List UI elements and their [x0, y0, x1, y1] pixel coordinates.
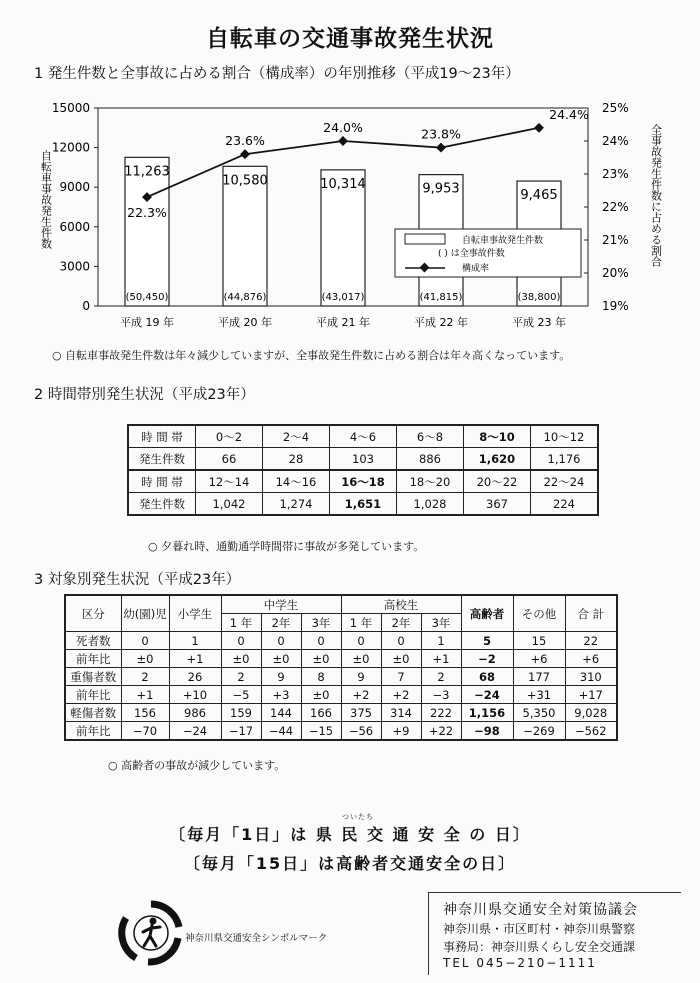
total-accident-label: (38,800): [517, 292, 561, 303]
table-cell: 144: [261, 704, 301, 722]
table-row: [65, 668, 617, 686]
table-cell: 222: [421, 704, 461, 722]
table-cell: −98: [461, 722, 513, 741]
table-cell: −56: [341, 722, 381, 741]
count-cell: 103: [330, 448, 397, 471]
count-cell: 1,651: [330, 493, 397, 516]
legend-paren-label: ( ) は全事故件数: [438, 249, 505, 259]
count-cell: 1,042: [196, 493, 263, 516]
bar-value-label: 10,314: [320, 176, 366, 192]
table-cell: +1: [169, 650, 221, 668]
table-row: [65, 722, 617, 741]
table-cell: 26: [169, 668, 221, 686]
table-cell: 8: [301, 668, 341, 686]
council-members: 神奈川県・市区町村・神奈川県警察: [443, 922, 636, 936]
table-row: [128, 448, 598, 471]
table-cell: 159: [221, 704, 261, 722]
table-cell: 166: [301, 704, 341, 722]
table-row: [128, 493, 598, 516]
row-label: 重傷者数: [65, 668, 121, 686]
table-cell: +2: [381, 686, 421, 704]
table-cell: −70: [121, 722, 169, 741]
bicycle-accident-chart: [0, 90, 700, 350]
table-cell: 1,156: [461, 704, 513, 722]
table-cell: −5: [221, 686, 261, 704]
row-label-time: 時 間 帯: [128, 470, 196, 493]
y-tick-label: 0: [82, 299, 90, 313]
table-cell: 2: [121, 668, 169, 686]
table-cell: +17: [565, 686, 617, 704]
row-label-count: 発生件数: [128, 493, 196, 516]
rate-label: 23.6%: [225, 133, 265, 149]
table-cell: −562: [565, 722, 617, 741]
chart-legend: [395, 229, 581, 277]
table-cell: 986: [169, 704, 221, 722]
council-contact-box: [428, 892, 681, 975]
table-cell: +6: [565, 650, 617, 668]
y2-tick-label: 23%: [602, 167, 629, 181]
table-cell: −2: [461, 650, 513, 668]
table-cell: 2: [421, 668, 461, 686]
x-category-label: 平成 23 年: [512, 316, 566, 329]
table-cell: 7: [381, 668, 421, 686]
table-row: [65, 632, 617, 650]
table-cell: ±0: [301, 650, 341, 668]
rate-point: [240, 149, 250, 159]
table-body: [65, 632, 617, 741]
y-tick-label: 12000: [51, 140, 90, 155]
row-label: 軽傷者数: [65, 704, 121, 722]
table-cell: 177: [513, 668, 565, 686]
table-cell: +3: [261, 686, 301, 704]
bar-value-label: 9,465: [520, 188, 558, 204]
total-accident-label: (43,017): [321, 292, 365, 303]
table-cell: ±0: [121, 650, 169, 668]
y2-tick-label: 21%: [602, 233, 629, 247]
total-accident-label: (50,450): [125, 292, 169, 303]
table-cell: 0: [221, 632, 261, 650]
time-cell: 4～6: [330, 425, 397, 448]
table-cell: −3: [421, 686, 461, 704]
y-tick-label: 15000: [51, 101, 90, 115]
table-cell: ±0: [221, 650, 261, 668]
row-label: 前年比: [65, 686, 121, 704]
row-label-time: 時 間 帯: [128, 425, 196, 448]
grade-header: 1 年: [341, 614, 381, 632]
row-label: 前年比: [65, 650, 121, 668]
table-header-row: [65, 595, 617, 614]
rate-label: 23.8%: [421, 126, 461, 142]
bar: [125, 157, 169, 306]
legend-line-label: 構成率: [462, 264, 490, 274]
time-cell: 8～10: [464, 425, 531, 448]
count-cell: 1,620: [464, 448, 531, 471]
rate-point: [338, 136, 348, 146]
table-cell: ±0: [261, 650, 301, 668]
grade-header: 3年: [301, 614, 341, 632]
council-office: 事務局：神奈川県くらし安全交通課: [443, 940, 636, 954]
table-cell: −269: [513, 722, 565, 741]
table-cell: 9,028: [565, 704, 617, 722]
y-tick-label: 6000: [59, 219, 90, 234]
table-cell: +2: [341, 686, 381, 704]
time-cell: 22～24: [531, 470, 599, 493]
total-accident-label: (44,876): [223, 292, 267, 303]
table-cell: −44: [261, 722, 301, 741]
count-cell: 367: [464, 493, 531, 516]
time-cell: 20～22: [464, 470, 531, 493]
table-cell: 2: [221, 668, 261, 686]
rate-label: 24.0%: [323, 120, 363, 135]
count-cell: 886: [397, 448, 464, 471]
count-cell: 1,274: [263, 493, 330, 516]
table-cell: 375: [341, 704, 381, 722]
table-cell: +31: [513, 686, 565, 704]
header-elderly: 高齢者: [461, 595, 513, 632]
symbol-label: 神奈川県交通安全シンボルマーク: [185, 933, 328, 944]
table-cell: 9: [261, 668, 301, 686]
victim-category-table: [64, 594, 618, 741]
table-cell: +9: [381, 722, 421, 741]
table-cell: +1: [421, 650, 461, 668]
table-cell: +22: [421, 722, 461, 741]
header-junior: 中学生: [221, 595, 341, 614]
slogan-2: 〔毎月「15日」は高齢者交通安全の日〕: [183, 854, 517, 873]
table-cell: ±0: [381, 650, 421, 668]
y-tick-label: 9000: [59, 180, 90, 195]
table-cell: −15: [301, 722, 341, 741]
header-infant: 幼(園)児: [121, 595, 169, 632]
bar-value-label: 9,953: [422, 181, 460, 197]
bar-value-label: 11,263: [124, 164, 170, 180]
legend-bar-swatch: [405, 234, 445, 244]
grade-header: 1 年: [221, 614, 261, 632]
x-category-label: 平成 22 年: [414, 316, 468, 329]
section-2-heading: 2 時間帯別発生状況（平成23年）: [34, 387, 255, 403]
table-cell: ±0: [301, 686, 341, 704]
y2-tick-label: 24%: [602, 134, 629, 148]
time-cell: 14～16: [263, 470, 330, 493]
council-name: 神奈川県交通安全対策協議会: [443, 902, 638, 918]
rate-point: [534, 123, 544, 133]
section-3-note: ○ 高齢者の事故が減少しています。: [108, 759, 286, 772]
y2-tick-label: 22%: [602, 200, 629, 214]
y-axis-label: 自転車事故発生件数: [39, 150, 53, 249]
table-cell: 9: [341, 668, 381, 686]
table-cell: +10: [169, 686, 221, 704]
row-label: 前年比: [65, 722, 121, 741]
section-2-note: ○ 夕暮れ時、通勤通学時間帯に事故が多発しています。: [148, 540, 425, 553]
section-1-note: ○ 自転車事故発生件数は年々減少していますが、全事故発生件数に占める割合は年々高くなっています。: [52, 349, 571, 362]
row-label: 死者数: [65, 632, 121, 650]
total-accident-label: (41,815): [419, 292, 463, 303]
table-row: [128, 470, 598, 493]
y2-tick-label: 19%: [602, 299, 629, 313]
table-cell: 1: [421, 632, 461, 650]
y2-axis-label: 全事故発生件数に占める割合: [649, 124, 663, 267]
table-cell: 156: [121, 704, 169, 722]
header-elementary: 小学生: [169, 595, 221, 632]
table-cell: 0: [301, 632, 341, 650]
table-row: [128, 425, 598, 448]
x-axis-categories: [120, 315, 566, 329]
table-cell: −24: [169, 722, 221, 741]
rate-label: 22.3%: [127, 205, 167, 221]
count-cell: 28: [263, 448, 330, 471]
time-cell: 12～14: [196, 470, 263, 493]
table-cell: +1: [121, 686, 169, 704]
page-title: 自転車の交通事故発生状況: [206, 26, 494, 52]
y2-tick-label: 25%: [602, 101, 629, 115]
table-cell: 0: [121, 632, 169, 650]
y-axis-ticks: [52, 101, 98, 313]
grade-header: 2年: [381, 614, 421, 632]
table-cell: −17: [221, 722, 261, 741]
table-cell: 68: [461, 668, 513, 686]
x-category-label: 平成 19 年: [120, 316, 174, 329]
section-1-heading: 1 発生件数と全事故に占める割合（構成率）の年別推移（平成19～23年）: [34, 66, 520, 82]
header-senior-high: 高校生: [341, 595, 461, 614]
time-cell: 6～8: [397, 425, 464, 448]
section-3-heading: 3 対象別発生状況（平成23年）: [34, 572, 241, 588]
table-cell: 22: [565, 632, 617, 650]
x-category-label: 平成 21 年: [316, 316, 370, 329]
legend-bar-label: 自転車事故発生件数: [462, 236, 544, 246]
x-category-label: 平成 20 年: [218, 316, 272, 329]
grade-header: 3年: [421, 614, 461, 632]
y2-tick-label: 20%: [602, 266, 629, 280]
safety-symbol-icon: [118, 900, 184, 966]
table-cell: 5: [461, 632, 513, 650]
rate-point: [436, 143, 446, 153]
table-cell: 314: [381, 704, 421, 722]
table-row: [65, 704, 617, 722]
y2-axis-ticks: [584, 101, 629, 313]
bar-value-label: 10,580: [222, 173, 268, 189]
table-cell: +6: [513, 650, 565, 668]
header-category: 区分: [65, 595, 121, 632]
count-cell: 224: [531, 493, 599, 516]
council-tel: TEL 045−210−1111: [443, 956, 597, 970]
header-total: 合 計: [565, 595, 617, 632]
count-cell: 1,176: [531, 448, 599, 471]
grade-header: 2年: [261, 614, 301, 632]
time-cell: 16～18: [330, 470, 397, 493]
row-label-count: 発生件数: [128, 448, 196, 471]
table-cell: −24: [461, 686, 513, 704]
table-row: [65, 650, 617, 668]
table-cell: 0: [261, 632, 301, 650]
table-cell: 15: [513, 632, 565, 650]
time-cell: 0～2: [196, 425, 263, 448]
table-cell: 1: [169, 632, 221, 650]
ruby-reading: ついたち: [342, 813, 374, 821]
slogan-1: 〔毎月「1日」は 県 民 交 通 安 全 の 日〕: [169, 825, 531, 844]
time-cell: 2～4: [263, 425, 330, 448]
count-cell: 1,028: [397, 493, 464, 516]
time-cell: 18～20: [397, 470, 464, 493]
table-cell: ±0: [341, 650, 381, 668]
table-row: [65, 686, 617, 704]
table-cell: 0: [381, 632, 421, 650]
time-cell: 10～12: [531, 425, 599, 448]
count-cell: 66: [196, 448, 263, 471]
time-band-table: [127, 424, 599, 516]
y-tick-label: 3000: [59, 259, 90, 274]
table-cell: 5,350: [513, 704, 565, 722]
rate-label: 24.4%: [549, 106, 589, 122]
table-cell: 0: [341, 632, 381, 650]
table-cell: 310: [565, 668, 617, 686]
header-other: その他: [513, 595, 565, 632]
